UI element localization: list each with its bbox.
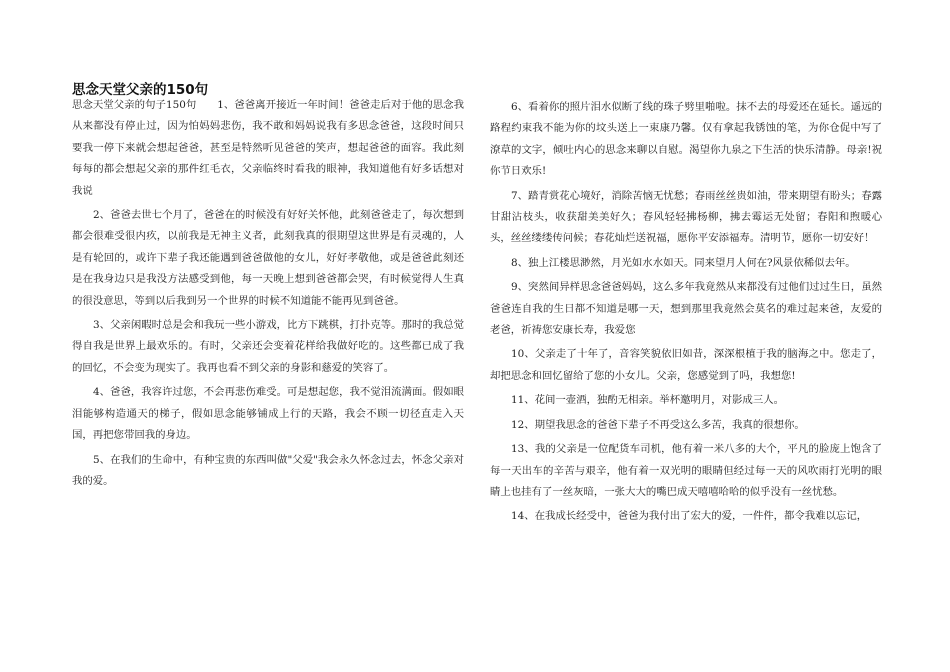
paragraph-13: 13、我的父亲是一位配货车司机，他有着一米八多的大个，平凡的脸庞上饱含了每一天出车的辛苦与艰辛，他有着一双光明的眼睛但经过每一天的风吹雨打光明的眼睛上也挂有了一丝灰暗，一张大大的嘴巴成天嘻嘻哈哈的似乎没有一丝忧愁。 <box>490 443 882 498</box>
paragraph-6: 6、看着你的照片泪水似断了线的珠子劈里啪啦。抹不去的母爱还在延长。遥远的路程约束我不能为你的坟头送上一束康乃馨。仅有拿起我锈蚀的笔，为你仓促中写了潦草的文字，倾吐内心的思念来聊以自慰。渴望你九泉之下生活的快乐清静。母亲!祝你节日欢乐! <box>490 101 882 178</box>
paragraph-10: 10、父亲走了十年了，音容笑貌依旧如昔，深深根植于我的脑海之中。您走了，却把思念和回忆留给了您的小女儿。父亲，您感觉到了吗，我想您! <box>490 348 882 382</box>
paragraph-14: 14、在我成长经受中，爸爸为我付出了宏大的爱，一件件，都令我难以忘记， <box>511 510 868 523</box>
right-column-body <box>490 97 882 531</box>
paragraph-5: 5、在我们的生命中，有种宝贵的东西叫做"父爱"我会永久怀念过去，怀念父亲对我的爱。 <box>72 453 464 487</box>
document-title: 思念天堂父亲的150句 <box>72 82 209 98</box>
paragraph-11: 11、花间一壶酒，独酌无相亲。举杯邀明月，对影成三人。 <box>511 394 784 407</box>
left-column-body <box>72 95 464 495</box>
paragraph-4: 4、爸爸，我容许过您，不会再悲伤难受。可是想起您，我不觉泪流满面。假如眼泪能够构造通天的梯子，假如思念能够铺成上行的天路，我会不顾一切径直走入天国，再把您带回我的身边。 <box>72 386 464 442</box>
paragraph-7: 7、踏青赏花心境好，消除苦恼无忧愁；春雨丝丝贵如油，带来期望有盼头；春露甘甜沾枝头，收获甜美美好久；春风轻轻拂杨柳，拂去霉运无处留；春阳和煦暖心头，丝丝缕缕传问候；春花灿烂送祝福，愿你平安添福寿。清明节，愿你一切安好！ <box>490 189 882 245</box>
paragraph-3: 3、父亲闲暇时总是会和我玩一些小游戏，比方下跳棋，打扑克等。那时的我总觉得自我是世界上最欢乐的。有时，父亲还会变着花样给我做好吃的。这些都已成了我的回忆，不会变为现实了。我再也看不到父亲的身影和慈爱的笑容了。 <box>72 319 464 374</box>
paragraph-2: 2、爸爸去世七个月了，爸爸在的时候没有好好关怀他，此刻爸爸走了，每次想到都会很难受很内疚，以前我是无神主义者，此刻我真的很期望这世界是有灵魂的，人是有轮回的，或许下辈子我还能遇到爸爸做他的女儿，好好孝敬他，或是爸爸此刻还是在我身边只是我没方法感受到他，每一天晚上想到爸爸都会哭，有时候觉得人生真的很没意思，等到以后我到另一个世界的时候不知道能不能再见到爸爸。 <box>72 209 464 307</box>
paragraph-8: 8、独上江楼思渺然，月光如水水如天。同来望月人何在?风景依稀似去年。 <box>511 256 856 269</box>
paragraph-intro-1: 思念天堂父亲的句子150句 1、爸爸离开接近一年时间！爸爸走后对于他的思念我从来都没有停止过，因为怕妈妈悲伤，我不敢和妈妈说我有多思念爸爸，这段时间只要我一停下来就会想起爸爸，甚至是特然听见爸爸的笑声，想起爸爸的面容。我此刻每每的都会想起父亲的那件红毛衣，父亲临终时看我的眼神，我知道他有好多话想对我说 <box>72 99 464 197</box>
paragraph-12: 12、期望我思念的爸爸下辈子不再受这么多苦，我真的很想你。 <box>511 418 805 431</box>
paragraph-9: 9、突然间异样思念爸爸妈妈，这么多年我竟然从来都没有过他们过过生日，虽然爸爸连自我的生日都不知道是哪一天，想到那里我竟然会莫名的难过起来爸，友爱的老爸，祈祷您安康长寿，我爱您 <box>490 281 882 337</box>
